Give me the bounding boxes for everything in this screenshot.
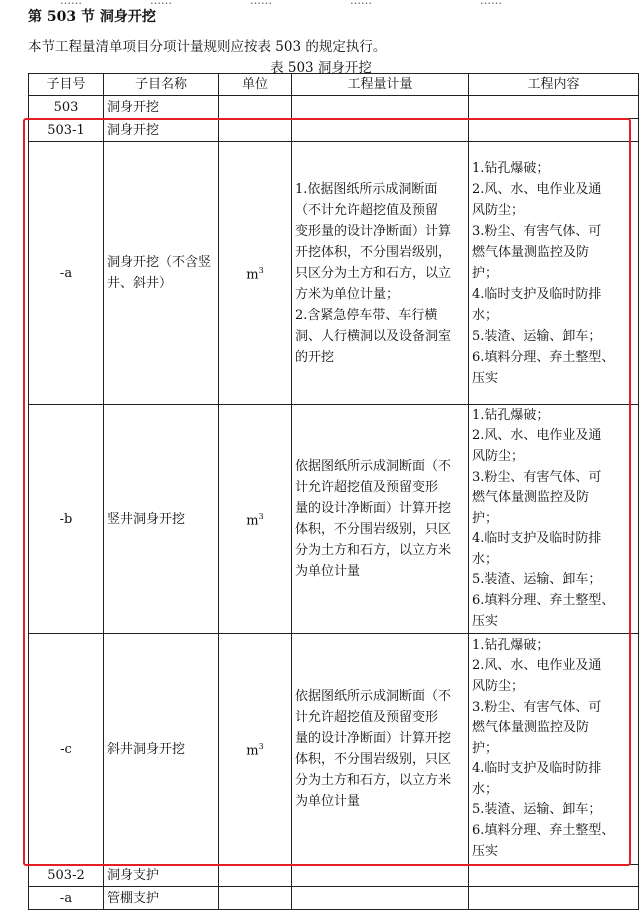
item-id: 503-1 (29, 119, 104, 142)
table-caption: 表 503 洞身开挖 (270, 60, 372, 76)
content-line: 燃气体量测监控及防 (472, 244, 590, 260)
measurement-line: 分为土方和石方，以立方米 (295, 543, 452, 558)
content-line: 5.装渣、运输、卸车； (472, 328, 602, 344)
content-line: 护； (472, 740, 499, 756)
header-item-name: 子目名称 (104, 74, 219, 96)
measurement-line: 1.依据图纸所示成洞断面 (295, 181, 438, 197)
measurement-rules-table (28, 73, 639, 910)
unit-cell (219, 887, 292, 910)
measurement-line: 为单位计量 (295, 564, 361, 579)
content-line: 2.风、水、电作业及通 (472, 658, 602, 674)
header-measurement: 工程量计量 (292, 74, 469, 96)
content-line: 护； (472, 510, 499, 526)
content-line: 风防尘； (472, 202, 525, 218)
measurement-cell (292, 865, 469, 887)
header-item-id: 子目号 (29, 74, 104, 96)
header-fragment: …… (150, 0, 172, 7)
item-id: -a (29, 142, 104, 405)
content-line: 水； (472, 307, 499, 323)
unit-base: m (246, 267, 259, 283)
measurement-line: 分为土方和石方，以立方米 (295, 773, 452, 788)
content-line: 燃气体量测监控及防 (472, 490, 590, 506)
table-header-row (29, 74, 639, 96)
item-name: 竖井洞身开挖 (104, 405, 219, 634)
content-cell (469, 634, 639, 865)
content-cell (469, 96, 639, 119)
unit-base: m (246, 513, 259, 529)
measurement-cell (292, 887, 469, 910)
cropped-header-strip (0, 0, 642, 5)
content-line: 3.粉尘、有害气体、可 (472, 699, 602, 715)
content-cell (469, 119, 639, 142)
item-name: 洞身开挖 (104, 96, 219, 119)
content-line: 风防尘； (472, 448, 525, 464)
table-row (29, 96, 639, 119)
measurement-line: 只区分为土方和石方，以立 (295, 265, 452, 281)
table-row (29, 142, 639, 405)
content-cell (469, 405, 639, 634)
content-line: 6.填料分理、弃土整型、 (472, 823, 615, 839)
section-intro: 本节工程量清单项目分项计量规则应按表 503 的规定执行。 (28, 39, 387, 55)
header-unit: 单位 (219, 74, 292, 96)
content-line: 2.风、水、电作业及通 (472, 428, 602, 444)
measurement-cell (292, 405, 469, 634)
measurement-cell (292, 119, 469, 142)
content-line: 2.风、水、电作业及通 (472, 181, 602, 197)
measurement-line: 体积，不分围岩级别，只区 (295, 752, 452, 767)
table-row (29, 865, 639, 887)
unit-cell (219, 865, 292, 887)
item-id: -a (29, 887, 104, 910)
section-title: 第 503 节 洞身开挖 (28, 9, 156, 25)
header-fragment: …… (60, 0, 82, 7)
content-line: 6.填料分理、弃土整型、 (472, 349, 615, 365)
content-line: 1.钻孔爆破； (472, 637, 550, 653)
measurement-line: 量的设计净断面）计算开挖 (295, 501, 452, 516)
unit-exponent: 3 (258, 742, 264, 752)
item-id: 503 (29, 96, 104, 119)
table-row (29, 405, 639, 634)
item-name: 斜井洞身开挖 (104, 634, 219, 865)
measurement-cell (292, 634, 469, 865)
content-line: 水； (472, 551, 499, 567)
header-work-content: 工程内容 (469, 74, 639, 96)
content-line: 1.钻孔爆破； (472, 160, 550, 176)
content-cell (469, 887, 639, 910)
measurement-line: 计允许超挖值及预留变形 (295, 710, 439, 725)
unit-cell (219, 634, 292, 865)
content-line: 护； (472, 265, 499, 281)
unit-cell (219, 405, 292, 634)
unit-cell (219, 96, 292, 119)
content-line: 燃气体量测监控及防 (472, 720, 590, 736)
content-line: 4.临时支护及临时防排 (472, 761, 602, 777)
measurement-line: 依据图纸所示成洞断面（不 (295, 459, 452, 474)
content-line: 1.钻孔爆破； (472, 407, 550, 423)
content-cell (469, 865, 639, 887)
measurement-line: 为单位计量 (295, 794, 361, 809)
content-line: 4.临时支护及临时防排 (472, 531, 602, 547)
measurement-line: （不计允许超挖值及预留 (295, 202, 439, 218)
item-name: 管棚支护 (104, 887, 219, 910)
item-name: 洞身开挖（不含竖井、斜井） (104, 142, 219, 405)
measurement-line: 体积，不分围岩级别，只区 (295, 522, 452, 537)
item-id: -b (29, 405, 104, 634)
measurement-line: 的开挖 (295, 349, 335, 365)
table-row (29, 634, 639, 865)
content-line: 压实 (472, 370, 499, 386)
measurement-cell (292, 96, 469, 119)
item-id: -c (29, 634, 104, 865)
item-id: 503-2 (29, 865, 104, 887)
content-line: 水； (472, 781, 499, 797)
content-line: 风防尘； (472, 678, 525, 694)
item-name: 洞身支护 (104, 865, 219, 887)
content-line: 3.粉尘、有害气体、可 (472, 469, 602, 485)
table-row (29, 119, 639, 142)
measurement-line: 洞、人行横洞以及设备洞室 (295, 328, 452, 344)
unit-cell (219, 119, 292, 142)
content-line: 5.装渣、运输、卸车； (472, 802, 602, 818)
content-line: 压实 (472, 843, 499, 859)
measurement-line: 依据图纸所示成洞断面（不 (295, 689, 452, 704)
table-row (29, 887, 639, 910)
content-line: 3.粉尘、有害气体、可 (472, 223, 602, 239)
measurement-cell (292, 142, 469, 405)
unit-base: m (246, 743, 259, 759)
measurement-line: 开挖体积，不分围岩级别， (295, 244, 452, 260)
content-line: 压实 (472, 613, 499, 629)
unit-cell (219, 142, 292, 405)
content-line: 5.装渣、运输、卸车； (472, 572, 602, 588)
measurement-line: 量的设计净断面）计算开挖 (295, 731, 452, 746)
content-cell (469, 142, 639, 405)
header-fragment: …… (350, 0, 372, 7)
unit-exponent: 3 (258, 266, 264, 276)
item-name: 洞身开挖 (104, 119, 219, 142)
measurement-line: 2.含紧急停车带、车行横 (295, 307, 438, 323)
content-line: 6.填料分理、弃土整型、 (472, 593, 615, 609)
measurement-line: 计允许超挖值及预留变形 (295, 480, 439, 495)
measurement-line: 变形量的设计净断面）计算 (295, 223, 452, 239)
measurement-line: 方米为单位计量； (295, 286, 400, 302)
content-line: 4.临时支护及临时防排 (472, 286, 602, 302)
unit-exponent: 3 (258, 512, 264, 522)
header-fragment: …… (250, 0, 272, 7)
header-fragment: …… (480, 0, 502, 7)
